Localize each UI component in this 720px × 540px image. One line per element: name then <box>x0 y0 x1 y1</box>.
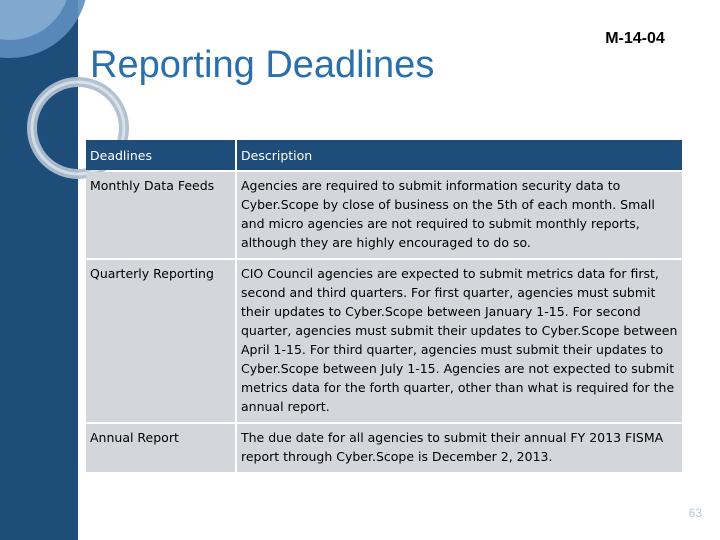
description-cell: The due date for all agencies to submit their annual FY 2013 FISMA report through Cyber.Scope is December 2, 2013. <box>237 424 682 472</box>
slide-id: M-14-04 <box>605 30 665 47</box>
table-header-row <box>86 140 682 170</box>
table-row <box>86 260 682 422</box>
deadline-cell: Annual Report <box>86 424 235 472</box>
description-cell: Agencies are required to submit information security data to Cyber.Scope by close of business on the 5th of each month. Small and micro agencies are not required to submit monthly reports, although they are highly encouraged to do so. <box>237 172 682 258</box>
header-deadlines: Deadlines <box>86 140 235 170</box>
deadline-cell: Monthly Data Feeds <box>86 172 235 258</box>
deadlines-table <box>84 138 684 474</box>
deadline-cell: Quarterly Reporting <box>86 260 235 422</box>
description-cell: CIO Council agencies are expected to submit metrics data for first, second and third quarters. For first quarter, agencies must submit their updates to Cyber.Scope between January 1-15. For second quarter, agencies must submit their updates to Cyber.Scope between April 1-15. For third quarter, agencies must submit their updates to Cyber.Scope between July 1-15. Agencies are not expected to submit metrics data for the forth quarter, other than what is required for the annual report. <box>237 260 682 422</box>
header-description: Description <box>237 140 682 170</box>
table-row <box>86 172 682 258</box>
page-title: Reporting Deadlines <box>90 44 435 86</box>
table-row <box>86 424 682 472</box>
page-number: 63 <box>688 506 702 520</box>
